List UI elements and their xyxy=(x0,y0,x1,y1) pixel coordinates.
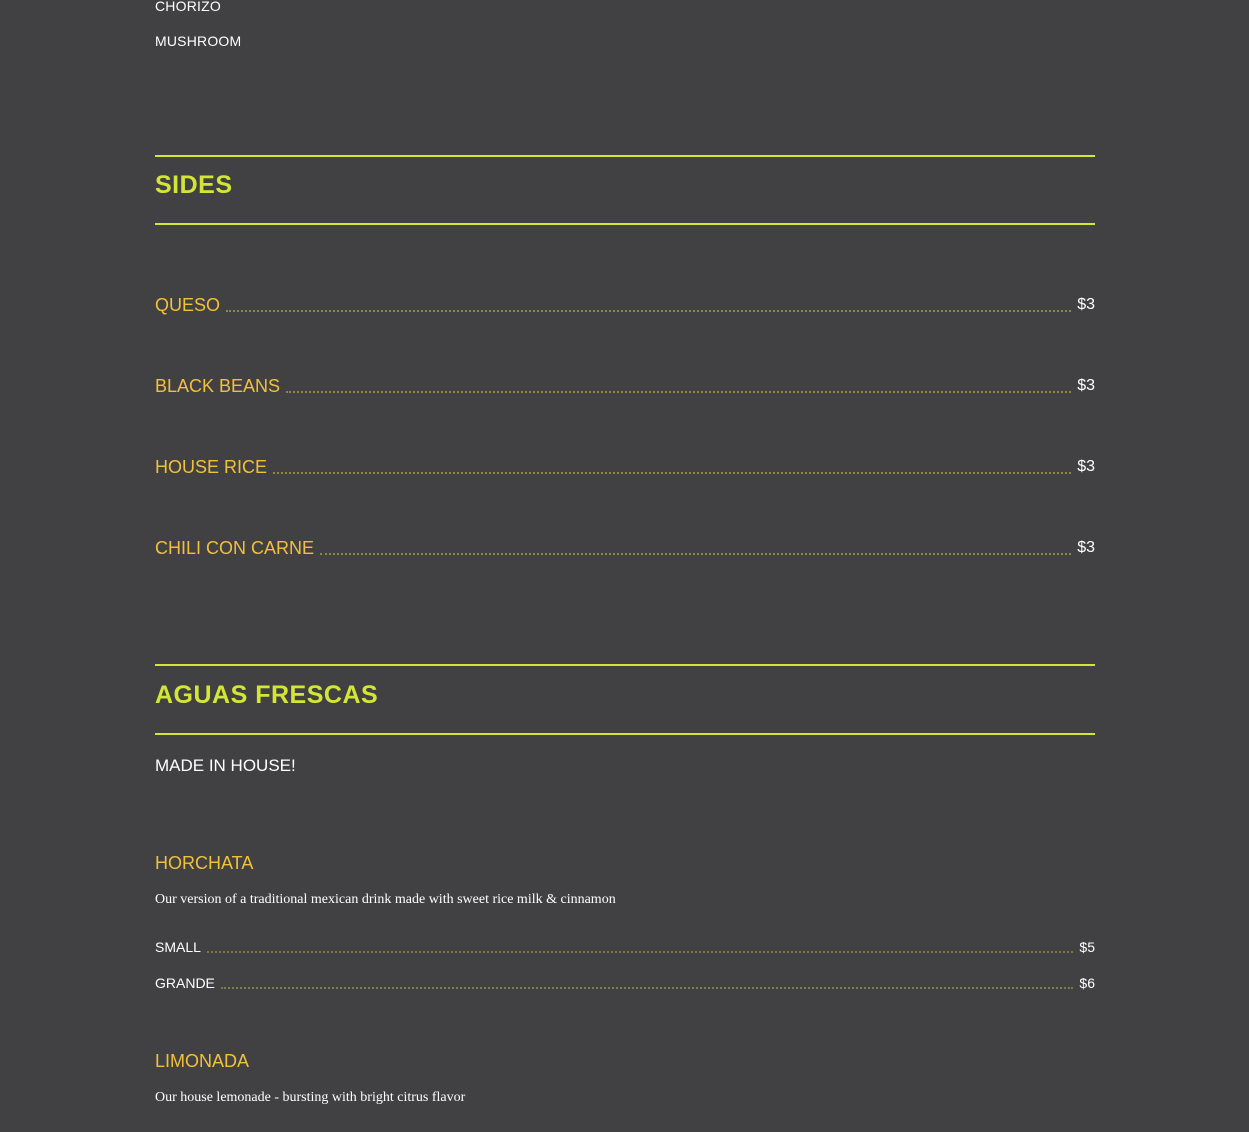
menu-item-black-beans xyxy=(155,376,1095,396)
menu-item-price: $3 xyxy=(1077,458,1095,475)
menu-item-chili-con-carne xyxy=(155,538,1095,558)
drink-title-limonada: LIMONADA xyxy=(155,1051,250,1071)
dot-leader xyxy=(273,471,1071,474)
dot-leader xyxy=(226,309,1071,312)
menu-item-price: $3 xyxy=(1077,539,1095,556)
dot-leader xyxy=(207,950,1074,953)
sides-section-title: SIDES xyxy=(155,171,233,199)
menu-item-price: $3 xyxy=(1077,377,1095,394)
aguas-note: MADE IN HOUSE! xyxy=(155,756,296,775)
menu-item-house-rice xyxy=(155,457,1095,477)
aguas-top-rule xyxy=(155,664,1095,666)
sides-top-rule xyxy=(155,155,1095,157)
aguas-bottom-rule xyxy=(155,733,1095,735)
aguas-section-title: AGUAS FRESCAS xyxy=(155,681,379,709)
previous-item-chorizo: CHORIZO xyxy=(155,0,221,14)
size-row-small xyxy=(155,939,1095,955)
sides-bottom-rule xyxy=(155,223,1095,225)
previous-item-mushroom: MUSHROOM xyxy=(155,33,242,49)
dot-leader xyxy=(286,390,1071,393)
size-name: GRANDE xyxy=(155,975,215,991)
drink-description-limonada: Our house lemonade - bursting with bright citrus flavor xyxy=(155,1090,466,1105)
dot-leader xyxy=(320,552,1071,555)
drink-title-horchata: HORCHATA xyxy=(155,853,254,873)
size-price: $6 xyxy=(1079,975,1095,991)
menu-item-name: CHILI CON CARNE xyxy=(155,538,315,558)
menu-item-name: BLACK BEANS xyxy=(155,376,281,396)
menu-item-name: HOUSE RICE xyxy=(155,457,268,477)
size-price: $5 xyxy=(1079,939,1095,955)
size-row-grande xyxy=(155,975,1095,991)
drink-description-horchata: Our version of a traditional mexican drink made with sweet rice milk & cinnamon xyxy=(155,892,616,907)
menu-item-name: QUESO xyxy=(155,295,221,315)
dot-leader xyxy=(221,986,1074,989)
menu-item-price: $3 xyxy=(1077,296,1095,313)
menu-item-queso xyxy=(155,295,1095,315)
size-name: SMALL xyxy=(155,939,201,955)
